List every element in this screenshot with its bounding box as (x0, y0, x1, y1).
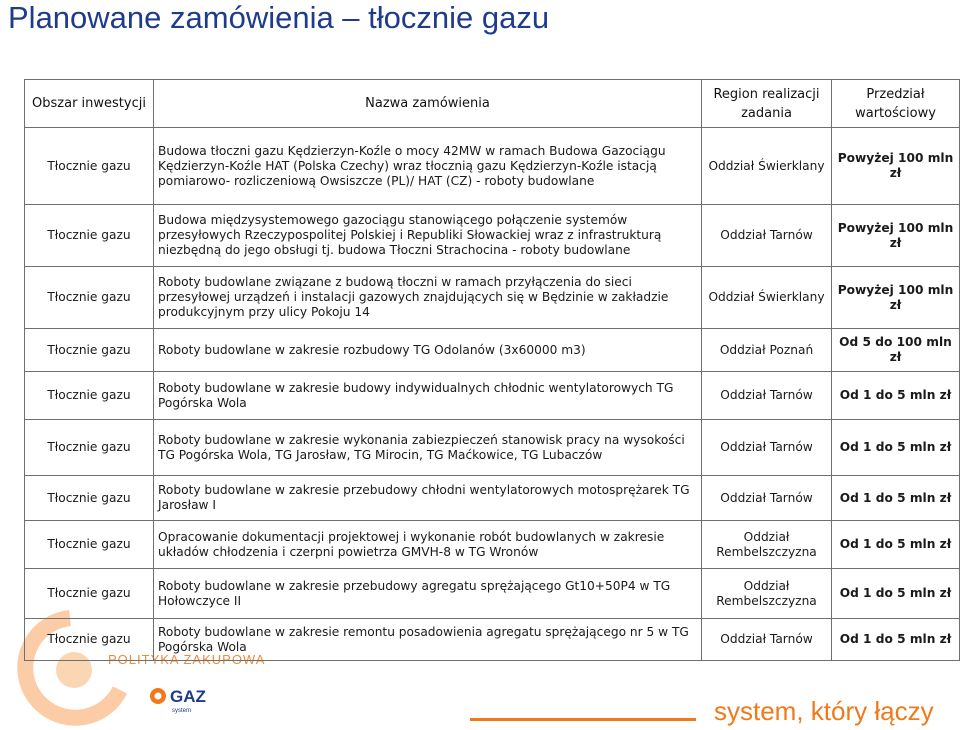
cell-name: Budowa tłoczni gazu Kędzierzyn-Koźle o mocy 42MW w ramach Budowa Gazociągu Kędzierzyn-Koźle HAT (Polska Czechy) wraz tłocznią gazu Kędzierzyn-Koźle istacją pomiarowo- rozliczeniową Owsiszcze (PL)/ HAT (CZ) - roboty budowlane (154, 128, 702, 205)
orders-table (24, 79, 960, 661)
table-row (25, 329, 960, 372)
table-row (25, 128, 960, 205)
cell-area: Tłocznie gazu (25, 267, 154, 329)
cell-value: Od 5 do 100 mln zł (832, 329, 960, 372)
cell-value: Powyżej 100 mln zł (832, 267, 960, 329)
table-row (25, 569, 960, 619)
cell-area: Tłocznie gazu (25, 128, 154, 205)
header-region: Region realizacji zadania (702, 80, 832, 128)
cell-area: Tłocznie gazu (25, 420, 154, 476)
table-row (25, 619, 960, 661)
cell-region: Oddział Rembelszczyzna (702, 521, 832, 569)
cell-name: Roboty budowlane w zakresie remontu posadowienia agregatu sprężającego nr 5 w TG Pogórska Wola (154, 619, 702, 661)
header-name: Nazwa zamówienia (154, 80, 702, 128)
cell-area: Tłocznie gazu (25, 205, 154, 267)
cell-area: Tłocznie gazu (25, 569, 154, 619)
cell-value: Powyżej 100 mln zł (832, 205, 960, 267)
cell-area: Tłocznie gazu (25, 476, 154, 521)
cell-region: Oddział Poznań (702, 329, 832, 372)
cell-region: Oddział Tarnów (702, 205, 832, 267)
cell-name: Roboty budowlane w zakresie przebudowy agregatu sprężającego Gt10+50P4 w TG Hołowczyce II (154, 569, 702, 619)
cell-region: Oddział Tarnów (702, 619, 832, 661)
table-row (25, 267, 960, 329)
cell-area: Tłocznie gazu (25, 372, 154, 420)
cell-region: Oddział Rembelszczyzna (702, 569, 832, 619)
cell-value: Od 1 do 5 mln zł (832, 569, 960, 619)
cell-area: Tłocznie gazu (25, 619, 154, 661)
cell-name: Roboty budowlane w zakresie przebudowy chłodni wentylatorowych motosprężarek TG Jarosław I (154, 476, 702, 521)
cell-value: Od 1 do 5 mln zł (832, 619, 960, 661)
cell-name: Roboty budowlane w zakresie budowy indywidualnych chłodnic wentylatorowych TG Pogórska Wola (154, 372, 702, 420)
table-row (25, 420, 960, 476)
cell-name: Opracowanie dokumentacji projektowej i wykonanie robót budowlanych w zakresie układów chłodzenia i czerpni powietrza GMVH-8 w TG Wronów (154, 521, 702, 569)
cell-area: Tłocznie gazu (25, 521, 154, 569)
slogan: system, który łączy (714, 696, 934, 726)
header-value: Przedział wartościowy (832, 80, 960, 128)
footer-divider (470, 718, 696, 721)
cell-value: Od 1 do 5 mln zł (832, 521, 960, 569)
cell-region: Oddział Świerklany (702, 128, 832, 205)
page-title: Planowane zamówienia – tłocznie gazu (8, 0, 550, 35)
cell-value: Od 1 do 5 mln zł (832, 420, 960, 476)
cell-region: Oddział Tarnów (702, 420, 832, 476)
cell-name: Roboty budowlane związane z budową tłoczni w ramach przyłączenia do sieci przesyłowej urządzeń i instalacji gazowych znajdujących się w Będzinie w zakładzie produkcyjnym przy ulicy Pokoju 14 (154, 267, 702, 329)
policy-label: POLITYKA ZAKUPOWA (108, 652, 266, 667)
table-header-row (25, 80, 960, 128)
cell-area: Tłocznie gazu (25, 329, 154, 372)
cell-region: Oddział Świerklany (702, 267, 832, 329)
cell-name: Roboty budowlane w zakresie wykonania zabiezpieczeń stanowisk pracy na wysokości TG Pogórska Wola, TG Jarosław, TG Mirocin, TG Maćkowice, TG Lubaczów (154, 420, 702, 476)
table-row (25, 521, 960, 569)
svg-text:GAZ: GAZ (170, 687, 206, 706)
table-row (25, 205, 960, 267)
gaz-system-logo (148, 680, 238, 716)
cell-value: Od 1 do 5 mln zł (832, 372, 960, 420)
header-area: Obszar inwestycji (25, 80, 154, 128)
cell-value: Powyżej 100 mln zł (832, 128, 960, 205)
cell-name: Roboty budowlane w zakresie rozbudowy TG Odolanów (3x60000 m3) (154, 329, 702, 372)
svg-text:system: system (172, 708, 192, 714)
cell-name: Budowa międzysystemowego gazociągu stanowiącego połączenie systemów przesyłowych Rzeczypospolitej Polskiej i Republiki Słowackiej wraz z infrastrukturą niezbędną do jego obsługi tj. budowa Tłoczni Strachocina - roboty budowlane (154, 205, 702, 267)
table-row (25, 372, 960, 420)
cell-region: Oddział Tarnów (702, 476, 832, 521)
cell-value: Od 1 do 5 mln zł (832, 476, 960, 521)
table-row (25, 476, 960, 521)
cell-region: Oddział Tarnów (702, 372, 832, 420)
